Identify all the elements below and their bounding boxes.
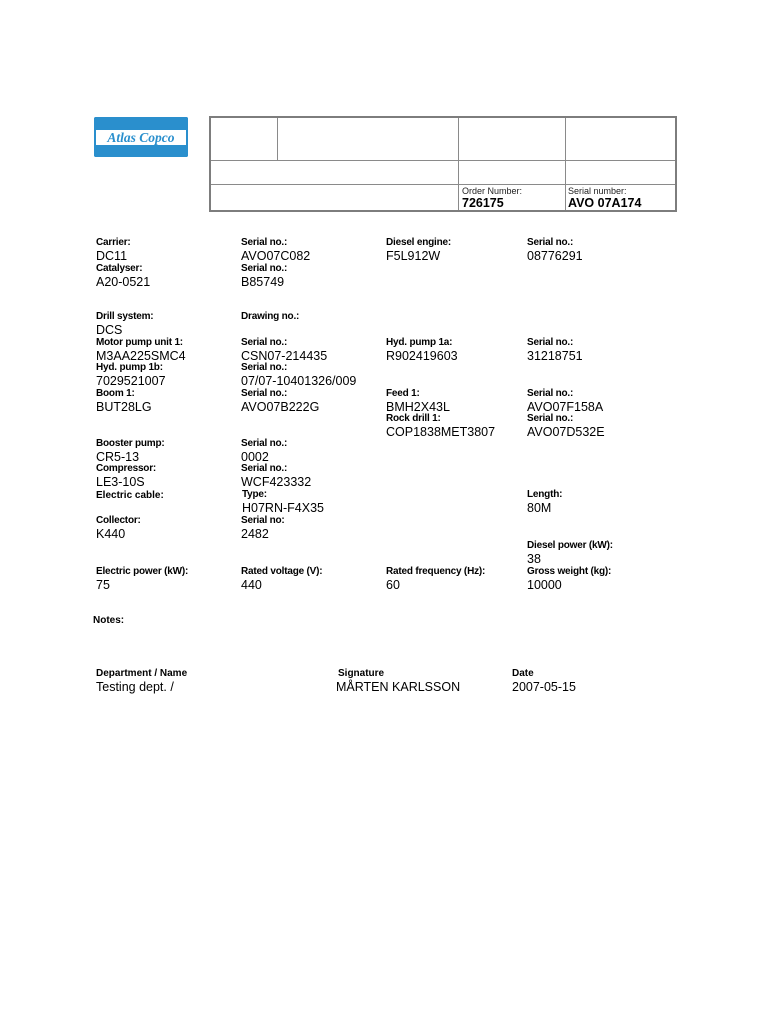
- drawing-no-label: Drawing no.:: [241, 311, 300, 322]
- feed-1-label: Feed 1:: [386, 388, 420, 399]
- collector-field: [96, 516, 141, 542]
- drawing-no-field: [241, 312, 299, 338]
- catalyser-serial-value: B85749: [241, 275, 285, 289]
- date-value: 2007-05-15: [512, 680, 576, 694]
- hyd-pump-1b-value: 7029521007: [96, 374, 166, 388]
- department-value: Testing dept. /: [96, 680, 174, 694]
- hyd-pump-1b-field: [96, 363, 166, 389]
- header-row-divider: [211, 184, 675, 185]
- rated-voltage-field: [241, 567, 322, 593]
- catalyser-field: [96, 264, 150, 290]
- diesel-serial-value: 08776291: [527, 249, 583, 263]
- serial-number-value: AVO 07A174: [568, 196, 642, 210]
- diesel-power-value: 38: [527, 552, 541, 566]
- hyd-pump-1a-serial-label: Serial no.:: [527, 337, 574, 348]
- booster-pump-serial-field: [241, 439, 287, 465]
- hyd-pump-1b-serial-field: [241, 363, 356, 389]
- carrier-value: DC11: [96, 249, 128, 263]
- booster-pump-serial-label: Serial no.:: [241, 438, 288, 449]
- header-col-divider: [277, 118, 278, 160]
- compressor-field: [96, 464, 156, 490]
- department-label: Department / Name: [96, 668, 188, 679]
- rock-drill-1-field: [386, 414, 495, 440]
- hyd-pump-1b-label: Hyd. pump 1b:: [96, 362, 163, 373]
- order-number-label: Order Number:: [462, 186, 523, 196]
- signature-value: MÅRTEN KARLSSON: [336, 680, 461, 694]
- drill-system-label: Drill system:: [96, 311, 154, 322]
- boom-1-serial-field: [241, 389, 319, 415]
- rock-drill-1-serial-field: [527, 414, 605, 440]
- motor-pump-unit-value: M3AA225SMC4: [96, 349, 186, 363]
- motor-pump-unit-field: [96, 338, 186, 364]
- boom-1-serial-value: AVO07B222G: [241, 400, 320, 414]
- header-col-divider: [565, 118, 566, 210]
- hyd-pump-1a-serial-field: [527, 338, 583, 364]
- collector-value: K440: [96, 527, 126, 541]
- cable-type-label: Type:: [242, 489, 267, 500]
- booster-pump-label: Booster pump:: [96, 438, 165, 449]
- carrier-serial-value: AVO07C082: [241, 249, 311, 263]
- gross-weight-value: 10000: [527, 578, 562, 592]
- diesel-power-field: [527, 541, 613, 567]
- motor-pump-unit-label: Motor pump unit 1:: [96, 337, 183, 348]
- booster-pump-serial-value: 0002: [241, 450, 269, 464]
- header-row-divider: [211, 160, 675, 161]
- diesel-engine-field: [386, 238, 451, 264]
- catalyser-label: Catalyser:: [96, 263, 143, 274]
- compressor-label: Compressor:: [96, 463, 157, 474]
- drill-system-field: [96, 312, 153, 338]
- diesel-serial-field: [527, 238, 583, 264]
- rated-voltage-label: Rated voltage (V):: [241, 566, 323, 577]
- booster-pump-value: CR5-13: [96, 450, 140, 464]
- compressor-serial-value: WCF423332: [241, 475, 312, 489]
- gross-weight-label: Gross weight (kg):: [527, 566, 612, 577]
- rock-drill-1-label: Rock drill 1:: [386, 413, 441, 424]
- feed-1-serial-label: Serial no.:: [527, 388, 574, 399]
- carrier-serial-field: [241, 238, 310, 264]
- feed-1-serial-field: [527, 389, 603, 415]
- boom-1-value: BUT28LG: [96, 400, 152, 414]
- rock-drill-1-value: COP1838MET3807: [386, 425, 496, 439]
- serial-number-label: Serial number:: [568, 186, 627, 196]
- drill-system-value: DCS: [96, 323, 123, 337]
- collector-serial-field: [241, 516, 285, 542]
- cable-length-value: 80M: [527, 501, 552, 515]
- cable-length-label: Length:: [527, 489, 563, 500]
- motor-pump-serial-field: [241, 338, 327, 364]
- notes-label: Notes:: [93, 615, 125, 626]
- catalyser-value: A20-0521: [96, 275, 151, 289]
- atlas-copco-logo: [94, 117, 188, 157]
- cable-length-field: [527, 490, 562, 516]
- electric-power-value: 75: [96, 578, 110, 592]
- electric-power-field: [96, 567, 188, 593]
- gross-weight-field: [527, 567, 611, 593]
- compressor-value: LE3-10S: [96, 475, 145, 489]
- diesel-engine-value: F5L912W: [386, 249, 441, 263]
- diesel-engine-label: Diesel engine:: [386, 237, 451, 248]
- electric-cable-label: Electric cable:: [96, 490, 164, 501]
- drawing-no-value: [241, 324, 299, 338]
- hyd-pump-1a-label: Hyd. pump 1a:: [386, 337, 453, 348]
- boom-1-field: [96, 389, 152, 415]
- rated-frequency-value: 60: [386, 578, 400, 592]
- compressor-serial-field: [241, 464, 311, 490]
- catalyser-serial-label: Serial no.:: [241, 263, 288, 274]
- diesel-serial-label: Serial no.:: [527, 237, 574, 248]
- motor-pump-serial-value: CSN07-214435: [241, 349, 328, 363]
- cable-type-value: H07RN-F4X35: [242, 501, 324, 515]
- hyd-pump-1b-serial-label: Serial no.:: [241, 362, 288, 373]
- hyd-pump-1a-field: [386, 338, 458, 364]
- hyd-pump-1a-serial-value: 31218751: [527, 349, 583, 363]
- cable-type-field: [242, 490, 324, 516]
- date-label: Date: [512, 668, 534, 679]
- rock-drill-1-serial-label: Serial no.:: [527, 413, 574, 424]
- carrier-label: Carrier:: [96, 237, 131, 248]
- feed-1-field: [386, 389, 450, 415]
- electric-power-label: Electric power (kW):: [96, 566, 189, 577]
- feed-1-value: BMH2X43L: [386, 400, 450, 414]
- rated-frequency-label: Rated frequency (Hz):: [386, 566, 486, 577]
- header-table: [209, 116, 677, 212]
- signature-label: Signature: [338, 668, 385, 679]
- collector-label: Collector:: [96, 515, 141, 526]
- feed-1-serial-value: AVO07F158A: [527, 400, 604, 414]
- carrier-serial-label: Serial no.:: [241, 237, 288, 248]
- motor-pump-serial-label: Serial no.:: [241, 337, 288, 348]
- diesel-power-label: Diesel power (kW):: [527, 540, 613, 551]
- compressor-serial-label: Serial no.:: [241, 463, 288, 474]
- catalyser-serial-field: [241, 264, 287, 290]
- svg-text:Atlas Copco: Atlas Copco: [107, 130, 175, 145]
- collector-serial-value: 2482: [241, 527, 269, 541]
- boom-1-label: Boom 1:: [96, 388, 135, 399]
- hyd-pump-1b-serial-value: 07/07-10401326/009: [241, 374, 357, 388]
- header-col-divider: [458, 118, 459, 210]
- order-number-value: 726175: [462, 196, 504, 210]
- booster-pump-field: [96, 439, 165, 465]
- rated-voltage-value: 440: [241, 578, 262, 592]
- collector-serial-label: Serial no:: [241, 515, 285, 526]
- hyd-pump-1a-value: R902419603: [386, 349, 458, 363]
- rated-frequency-field: [386, 567, 485, 593]
- boom-1-serial-label: Serial no.:: [241, 388, 288, 399]
- rock-drill-1-serial-value: AVO07D532E: [527, 425, 605, 439]
- carrier-field: [96, 238, 131, 264]
